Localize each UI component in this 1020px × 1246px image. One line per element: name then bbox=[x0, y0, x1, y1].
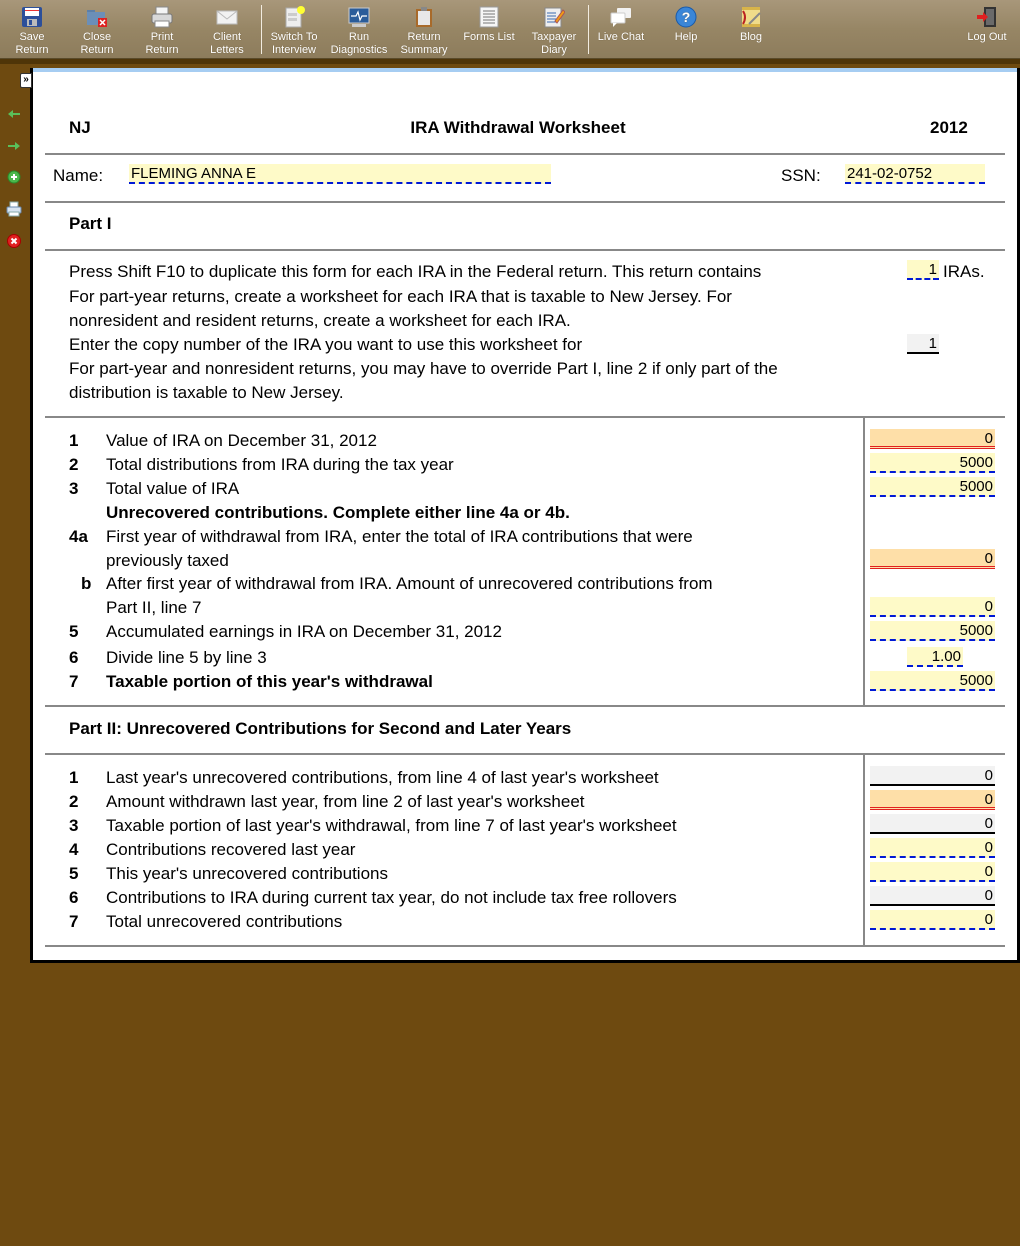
blog-button[interactable]: Blog bbox=[719, 4, 783, 44]
part1-line5-field[interactable]: 5000 bbox=[870, 621, 995, 641]
help-question-icon bbox=[675, 6, 697, 28]
line-label: After first year of withdrawal from IRA. Amount of unrecovered contributions from bbox=[106, 574, 713, 593]
live-chat-button[interactable]: Live Chat bbox=[589, 4, 653, 44]
part1-line6-field[interactable]: 1.00 bbox=[907, 647, 963, 667]
arrow-right-icon[interactable] bbox=[6, 138, 22, 154]
print-return-button[interactable]: Print Return bbox=[130, 4, 194, 57]
form-title: IRA Withdrawal Worksheet bbox=[410, 118, 626, 137]
part2-line6-field[interactable]: 0 bbox=[870, 886, 995, 906]
clipboard-icon bbox=[413, 6, 435, 28]
name-field[interactable]: FLEMING ANNA E bbox=[129, 164, 551, 184]
run-diagnostics-button[interactable]: Run Diagnostics bbox=[327, 4, 391, 57]
column-divider bbox=[863, 417, 865, 706]
return-summary-button[interactable]: Return Summary bbox=[392, 4, 456, 57]
divider bbox=[45, 753, 1005, 755]
envelope-icon bbox=[216, 6, 238, 28]
forms-list-button[interactable]: Forms List bbox=[457, 4, 521, 44]
expand-panel-button[interactable]: » bbox=[20, 73, 32, 88]
part1-line1-field[interactable]: 0 bbox=[870, 429, 995, 449]
line-number: 3 bbox=[69, 479, 79, 498]
intro-text: Enter the copy number of the IRA you want to use this worksheet for bbox=[69, 335, 583, 354]
line-number: 4a bbox=[69, 527, 88, 546]
section-subheading: Unrecovered contributions. Complete either line 4a or 4b. bbox=[106, 503, 570, 522]
help-button[interactable]: ? Help bbox=[654, 4, 718, 44]
line-label: Taxable portion of last year's withdrawal, from line 7 of last year's worksheet bbox=[106, 816, 677, 835]
exit-door-icon bbox=[976, 6, 998, 28]
divider bbox=[45, 201, 1005, 203]
line-label: Value of IRA on December 31, 2012 bbox=[106, 431, 377, 450]
client-letters-button[interactable]: Client Letters bbox=[195, 4, 259, 57]
part1-line2-field[interactable]: 5000 bbox=[870, 453, 995, 473]
line-label: Total value of IRA bbox=[106, 479, 240, 498]
intro-text: nonresident and resident returns, create a worksheet for each IRA. bbox=[69, 311, 571, 330]
divider bbox=[45, 945, 1005, 947]
taxpayer-diary-button[interactable]: Taxpayer Diary bbox=[522, 4, 586, 57]
monitor-pulse-icon bbox=[348, 6, 370, 28]
part1-line3-field[interactable]: 5000 bbox=[870, 477, 995, 497]
line-label: Accumulated earnings in IRA on December 31, 2012 bbox=[106, 622, 502, 641]
line-number: 2 bbox=[69, 455, 79, 474]
ira-count-field[interactable]: 1 bbox=[907, 260, 939, 280]
line-label: previously taxed bbox=[106, 551, 229, 570]
part1-title: Part I bbox=[69, 214, 112, 233]
add-circle-icon[interactable] bbox=[6, 169, 22, 185]
part2-title: Part II: Unrecovered Contributions for Second and Later Years bbox=[69, 719, 572, 738]
line-label: Divide line 5 by line 3 bbox=[106, 648, 267, 667]
line-number: 7 bbox=[69, 912, 79, 931]
divider bbox=[45, 416, 1005, 418]
line-number: 5 bbox=[69, 864, 79, 883]
part2-line4-field[interactable]: 0 bbox=[870, 838, 995, 858]
svg-text:?: ? bbox=[681, 9, 691, 25]
column-divider bbox=[863, 754, 865, 946]
line-label: Taxable portion of this year's withdrawal bbox=[106, 672, 433, 691]
part2-line5-field[interactable]: 0 bbox=[870, 862, 995, 882]
part1-line7-field[interactable]: 5000 bbox=[870, 671, 995, 691]
intro-text: distribution is taxable to New Jersey. bbox=[69, 383, 344, 402]
intro-text: For part-year returns, create a worksheet for each IRA that is taxable to New Jersey. For bbox=[69, 287, 732, 306]
arrow-left-icon[interactable] bbox=[6, 106, 22, 122]
worksheet-panel bbox=[30, 68, 1020, 963]
line-label: This year's unrecovered contributions bbox=[106, 864, 388, 883]
line-label: Contributions to IRA during current tax year, do not include tax free rollovers bbox=[106, 888, 677, 907]
tax-year: 2012 bbox=[930, 118, 968, 137]
intro-text: For part-year and nonresident returns, you may have to override Part I, line 2 if only part of the bbox=[69, 359, 778, 378]
line-label: Part II, line 7 bbox=[106, 598, 202, 617]
line-number: 1 bbox=[69, 768, 79, 787]
name-label: Name: bbox=[53, 166, 104, 185]
part2-line3-field[interactable]: 0 bbox=[870, 814, 995, 834]
chat-bubbles-icon bbox=[610, 6, 632, 28]
switch-to-interview-button[interactable]: Switch To Interview bbox=[262, 4, 326, 57]
ssn-field[interactable]: 241-02-0752 bbox=[845, 164, 985, 184]
ira-suffix: IRAs. bbox=[943, 262, 985, 281]
part2-line2-field[interactable]: 0 bbox=[870, 790, 995, 810]
copy-number-field[interactable]: 1 bbox=[907, 334, 939, 354]
part2-line7-field[interactable]: 0 bbox=[870, 910, 995, 930]
line-number: 1 bbox=[69, 431, 79, 450]
printer-icon[interactable] bbox=[6, 201, 22, 217]
interview-page-icon bbox=[283, 6, 305, 28]
part2-line1-field[interactable]: 0 bbox=[870, 766, 995, 786]
scroll-quill-icon bbox=[740, 6, 762, 28]
line-label: Total unrecovered contributions bbox=[106, 912, 343, 931]
log-out-button[interactable]: Log Out bbox=[955, 4, 1019, 44]
save-return-button[interactable]: Save Return bbox=[0, 4, 64, 57]
line-label: First year of withdrawal from IRA, enter the total of IRA contributions that were bbox=[106, 527, 693, 546]
line-label: Total distributions from IRA during the tax year bbox=[106, 455, 454, 474]
divider bbox=[45, 249, 1005, 251]
line-number: 2 bbox=[69, 792, 79, 811]
floppy-disk-icon bbox=[21, 6, 43, 28]
forms-list-icon bbox=[478, 6, 500, 28]
line-label: Amount withdrawn last year, from line 2 of last year's worksheet bbox=[106, 792, 585, 811]
part1-line4b-field[interactable]: 0 bbox=[870, 597, 995, 617]
ssn-label: SSN: bbox=[781, 166, 821, 185]
printer-icon bbox=[151, 6, 173, 28]
part1-line4a-field[interactable]: 0 bbox=[870, 549, 995, 569]
intro-text: Press Shift F10 to duplicate this form for each IRA in the Federal return. This return contains bbox=[69, 262, 762, 281]
close-return-button[interactable]: Close Return bbox=[65, 4, 129, 57]
delete-circle-icon[interactable] bbox=[6, 233, 22, 249]
main-toolbar bbox=[0, 0, 1020, 59]
divider bbox=[45, 153, 1005, 155]
line-number: 3 bbox=[69, 816, 79, 835]
folder-close-icon bbox=[86, 6, 108, 28]
panel-top-bar bbox=[33, 68, 1017, 72]
state-code: NJ bbox=[69, 118, 91, 137]
toolbar-shadow bbox=[0, 59, 1020, 64]
line-number: b bbox=[81, 574, 92, 593]
line-label: Last year's unrecovered contributions, from line 4 of last year's worksheet bbox=[106, 768, 659, 787]
line-number: 6 bbox=[69, 888, 79, 907]
diary-pencil-icon bbox=[543, 6, 565, 28]
line-number: 4 bbox=[69, 840, 79, 859]
line-number: 6 bbox=[69, 648, 79, 667]
line-number: 5 bbox=[69, 622, 79, 641]
line-label: Contributions recovered last year bbox=[106, 840, 356, 859]
divider bbox=[45, 705, 1005, 707]
line-number: 7 bbox=[69, 672, 79, 691]
